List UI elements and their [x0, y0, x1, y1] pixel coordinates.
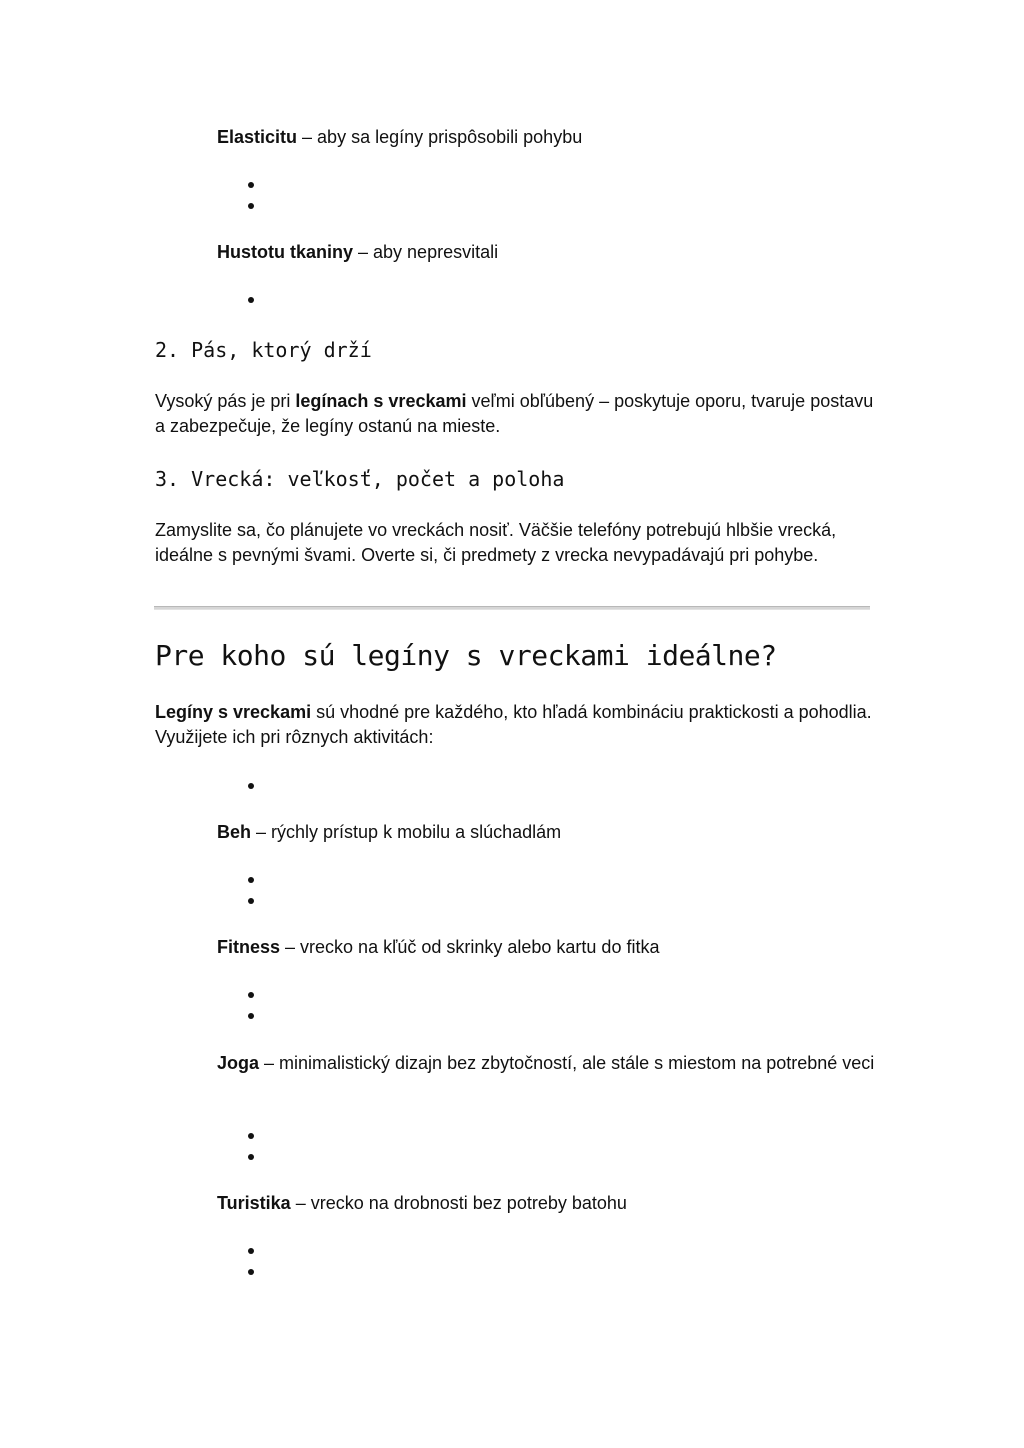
- paragraph-waistband: Vysoký pás je pri legínach s vreckami veľmi obľúbený – poskytuje oporu, tvaruje postavu a zabezpečuje, že legíny ostanú na mieste.: [155, 391, 874, 436]
- bullet-icon: [247, 897, 257, 907]
- bullet-icon: [247, 782, 257, 792]
- bullet-icon: [247, 296, 257, 306]
- list-item-term: Elasticitu: [217, 127, 298, 147]
- list-item-text: – aby sa legíny prispôsobili pohybu: [297, 127, 583, 147]
- section-heading-waistband: 2. Pás, ktorý drží: [155, 338, 372, 362]
- bullet-icon: [247, 1012, 257, 1022]
- list-item-text: – vrecko na kľúč od skrinky alebo kartu do fitka: [280, 937, 660, 957]
- list-item-term: Hustotu tkaniny: [217, 242, 354, 262]
- horizontal-divider: [154, 606, 870, 610]
- list-item-hiking: [217, 1190, 877, 1216]
- list-item-fabric-density: [217, 239, 877, 265]
- paragraph-who-intro: Legíny s vreckami sú vhodné pre každého, kto hľadá kombináciu praktickosti a pohodlia. Využijete ich pri rôznych aktivitách:: [155, 702, 872, 747]
- section-heading-pockets: 3. Vrecká: veľkosť, počet a poloha: [155, 467, 565, 491]
- list-item-running: [217, 819, 877, 845]
- list-item-text: – rýchly prístup k mobilu a slúchadlám: [251, 822, 562, 842]
- section-heading-who: Pre koho sú legíny s vreckami ideálne?: [155, 639, 777, 672]
- bullet-icon: [247, 1268, 257, 1278]
- list-item-term: Turistika: [217, 1193, 291, 1213]
- paragraph-pockets: Zamyslite sa, čo plánujete vo vreckách nosiť. Väčšie telefóny potrebujú hlbšie vrecká, ideálne s pevnými švami. Overte si, či predmety z vrecka nevypadávajú pri pohybe.: [155, 520, 837, 565]
- list-item-text: – minimalistický dizajn bez zbytočností, ale stále s miestom na potrebné veci: [259, 1053, 875, 1073]
- list-item-term: Fitness: [217, 937, 281, 957]
- bullet-icon: [247, 1247, 257, 1257]
- bullet-icon: [247, 181, 257, 191]
- list-item-fitness: [217, 934, 877, 960]
- bullet-icon: [247, 202, 257, 212]
- bullet-icon: [247, 1153, 257, 1163]
- list-item-yoga: [217, 1050, 877, 1076]
- list-item-term: Beh: [217, 822, 252, 842]
- list-item-text: – vrecko na drobnosti bez potreby batohu: [290, 1193, 627, 1213]
- bullet-icon: [247, 1132, 257, 1142]
- list-item-elasticity: [217, 124, 877, 150]
- list-item-term: Joga: [217, 1053, 260, 1073]
- bullet-icon: [247, 876, 257, 886]
- list-item-text: – aby nepresvitali: [353, 242, 499, 262]
- bullet-icon: [247, 991, 257, 1001]
